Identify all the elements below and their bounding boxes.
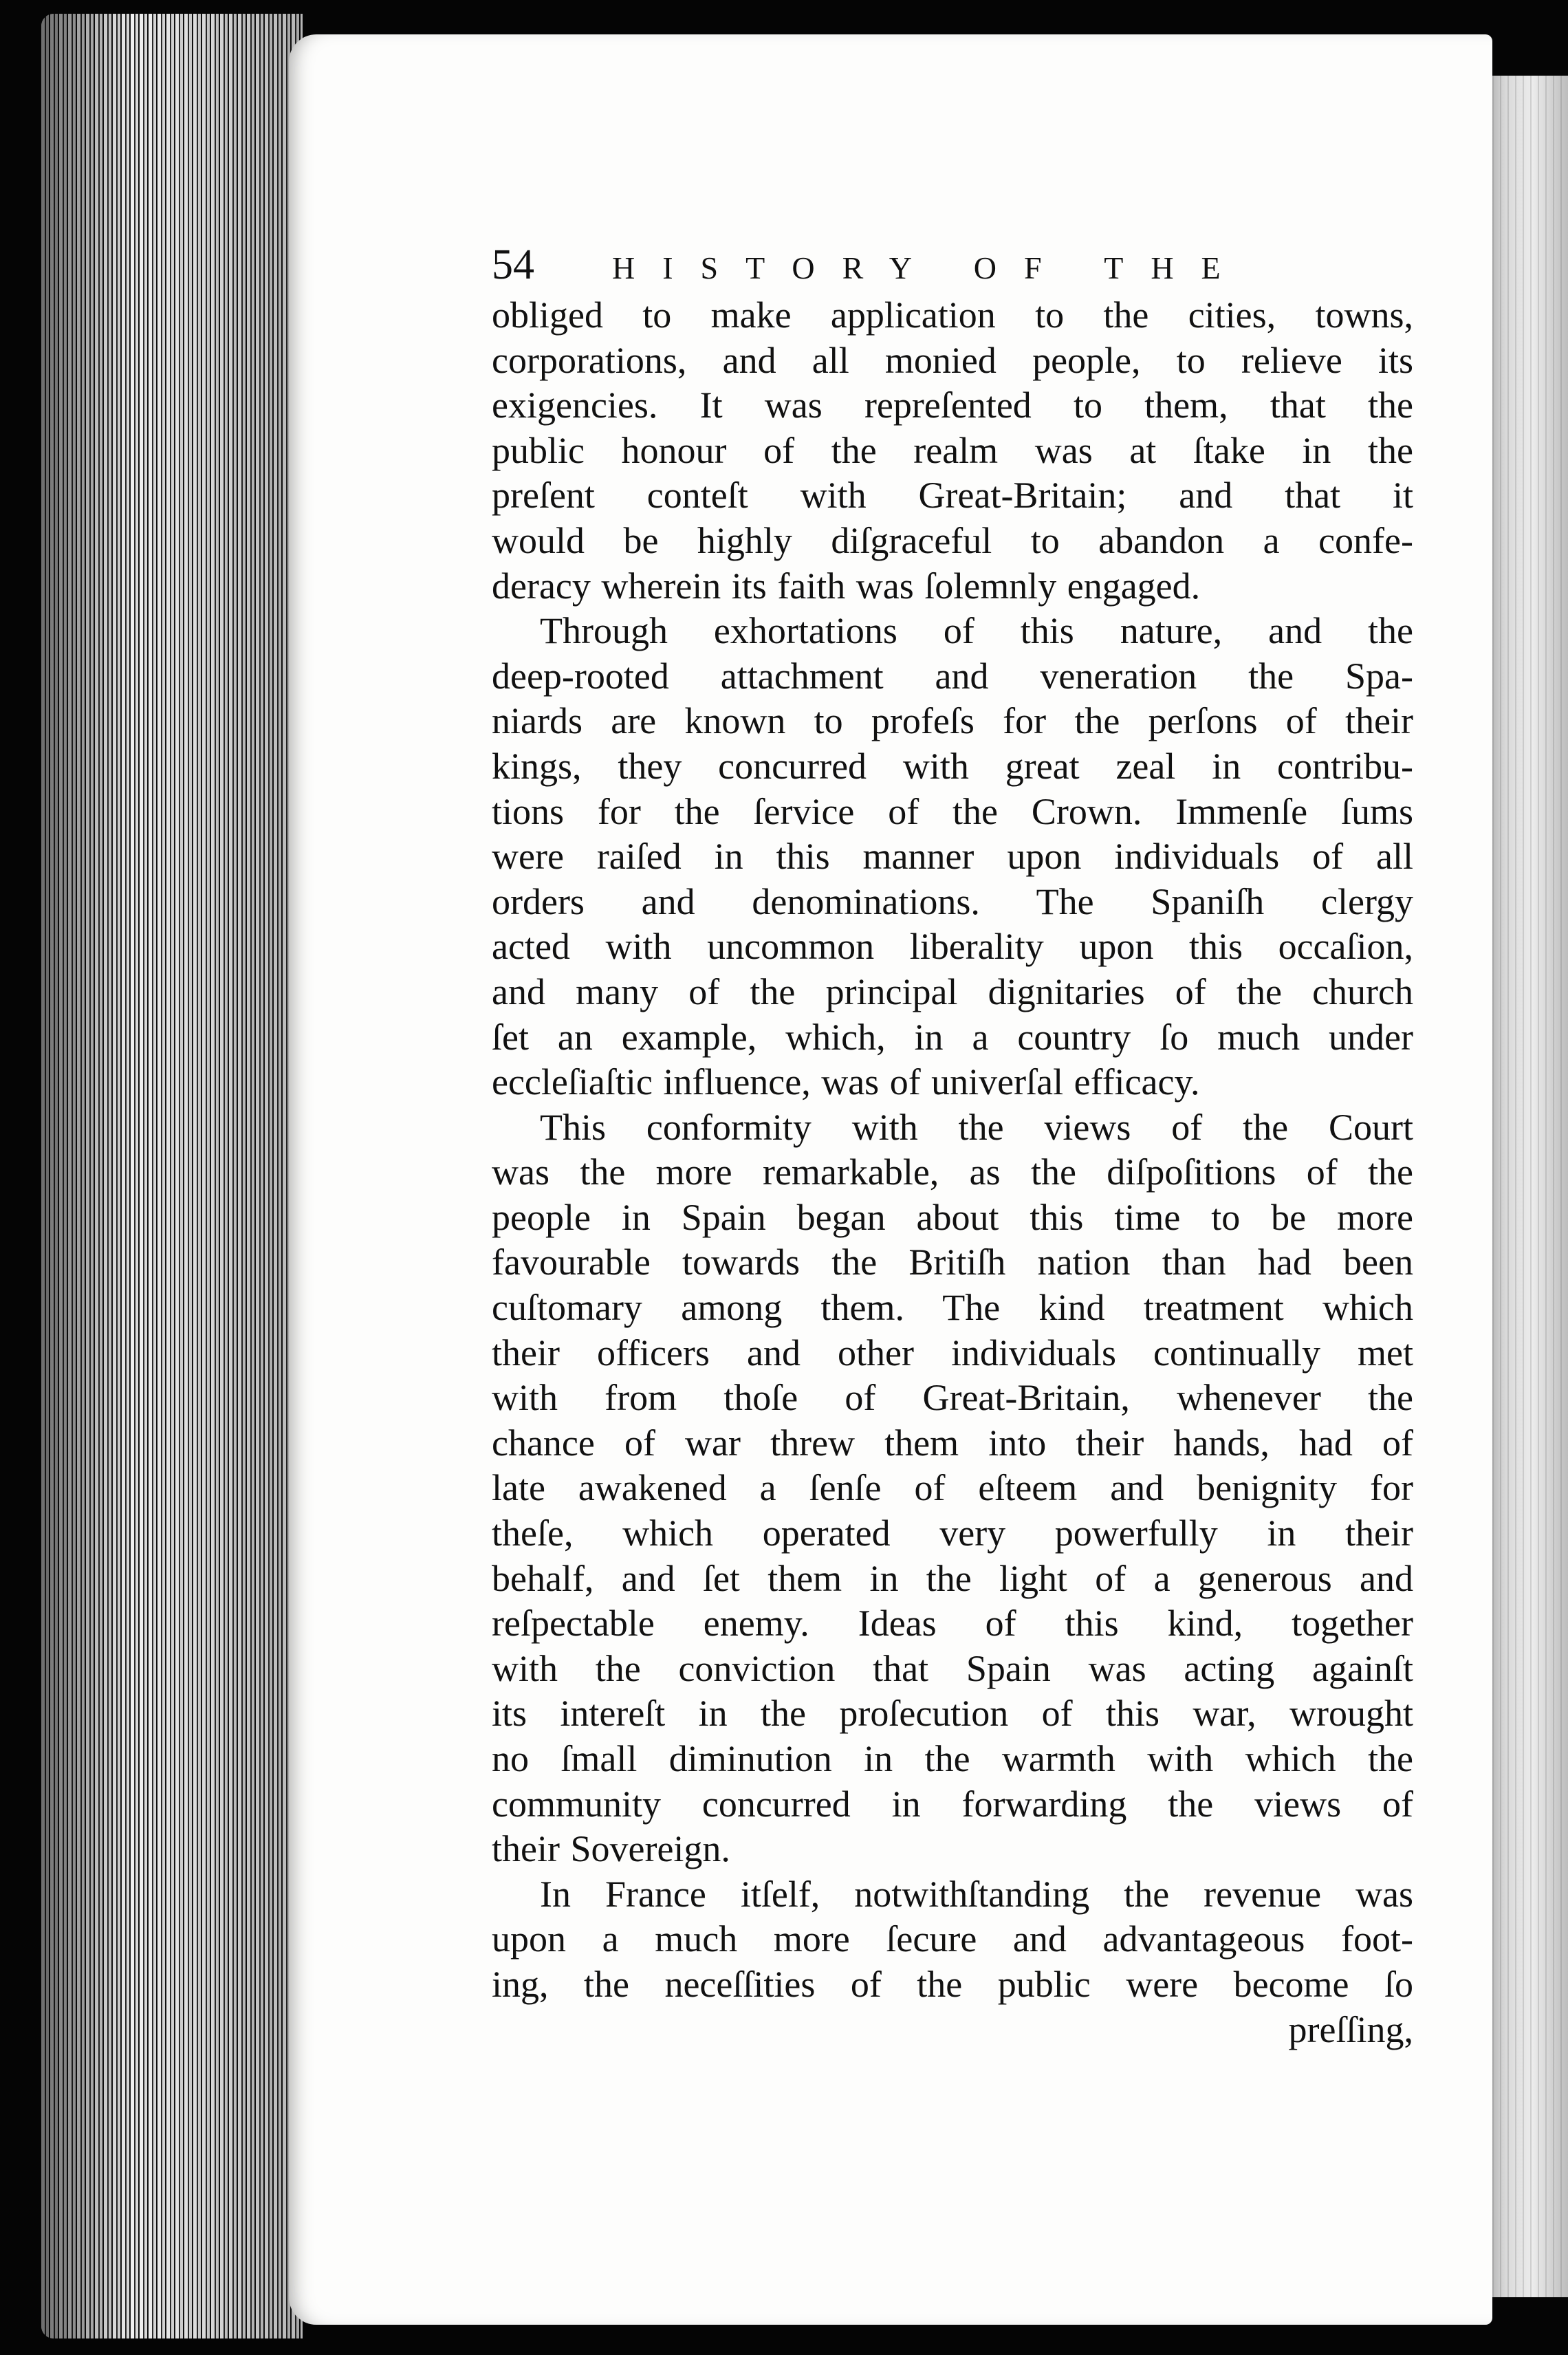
text-line: upon a much more ſecure and advantageous foot- [492, 1918, 1413, 1960]
fore-edge-shadow [41, 14, 303, 2338]
text-line: eccleſiaſtic influence, was of univerſal efficacy. [492, 1061, 1200, 1103]
text-line: preſent conteſt with Great-Britain; and that it [492, 475, 1413, 517]
text-line: niards are known to profeſs for the perſons of their [492, 700, 1413, 742]
text-line: chance of war threw them into their hands, had of [492, 1422, 1413, 1464]
text-line: In France itſelf, notwithſtanding the revenue was [540, 1873, 1413, 1915]
text-line: tions for the ſervice of the Crown. Immenſe ſums [492, 790, 1413, 832]
page-text-block [492, 241, 1413, 2052]
paragraph [492, 293, 1413, 609]
text-line: their Sovereign. [492, 1828, 730, 1870]
paragraph [492, 1105, 1413, 1872]
text-line: favourable towards the Britiſh nation than had been [492, 1241, 1413, 1283]
text-line: deracy wherein its faith was ſolemnly engaged. [492, 565, 1201, 607]
text-line: theſe, which operated very powerfully in their [492, 1512, 1413, 1554]
text-line: kings, they concurred with great zeal in contribu- [492, 745, 1413, 787]
text-line: were raiſed in this manner upon individuals of all [492, 836, 1413, 878]
text-line: its intereſt in the proſecution of this war, wrought [492, 1693, 1413, 1735]
paragraph [492, 1872, 1413, 2008]
text-line: This conformity with the views of the Court [540, 1106, 1413, 1148]
page-number: 54 [492, 241, 534, 288]
text-line: obliged to make application to the cities, towns, [492, 294, 1413, 336]
text-line: cuſtomary among them. The kind treatment which [492, 1287, 1413, 1329]
text-line: and many of the principal dignitaries of the church [492, 970, 1413, 1012]
text-line: with the conviction that Spain was acting againſt [492, 1647, 1413, 1689]
text-line: exigencies. It was repreſented to them, that the [492, 384, 1413, 426]
text-line: community concurred in forwarding the views of [492, 1783, 1413, 1825]
body-text [492, 293, 1413, 2008]
paragraph [492, 609, 1413, 1105]
text-line: ſet an example, which, in a country ſo much under [492, 1016, 1413, 1058]
text-line: their officers and other individuals continually met [492, 1332, 1413, 1374]
catchword: preſſing, [1288, 2008, 1413, 2050]
text-line: Through exhortations of this nature, and the [540, 610, 1413, 652]
text-line: acted with uncommon liberality upon this occaſion, [492, 926, 1413, 968]
text-line: reſpectable enemy. Ideas of this kind, together [492, 1603, 1413, 1645]
text-line: with from thoſe of Great-Britain, whenever the [492, 1377, 1413, 1419]
text-line: people in Spain began about this time to be more [492, 1196, 1413, 1238]
text-line: deep-rooted attachment and veneration the Spa- [492, 655, 1413, 697]
text-line: behalf, and ſet them in the light of a generous and [492, 1557, 1413, 1599]
text-line: would be highly diſgraceful to abandon a confe- [492, 519, 1413, 561]
text-line: was the more remarkable, as the diſpoſitions of the [492, 1151, 1413, 1193]
running-head-title: HISTORY OF THE [612, 250, 1248, 285]
text-line: public honour of the realm was at ſtake in the [492, 429, 1413, 471]
text-line: corporations, and all monied people, to relieve its [492, 339, 1413, 381]
running-head [492, 241, 1413, 289]
text-line: no ſmall diminution in the warmth with which the [492, 1738, 1413, 1779]
text-line: orders and denominations. The Spaniſh clergy [492, 880, 1413, 922]
text-line: late awakened a ſenſe of eſteem and benignity for [492, 1467, 1413, 1509]
text-line: ing, the neceſſities of the public were become ſo [492, 1963, 1413, 2005]
